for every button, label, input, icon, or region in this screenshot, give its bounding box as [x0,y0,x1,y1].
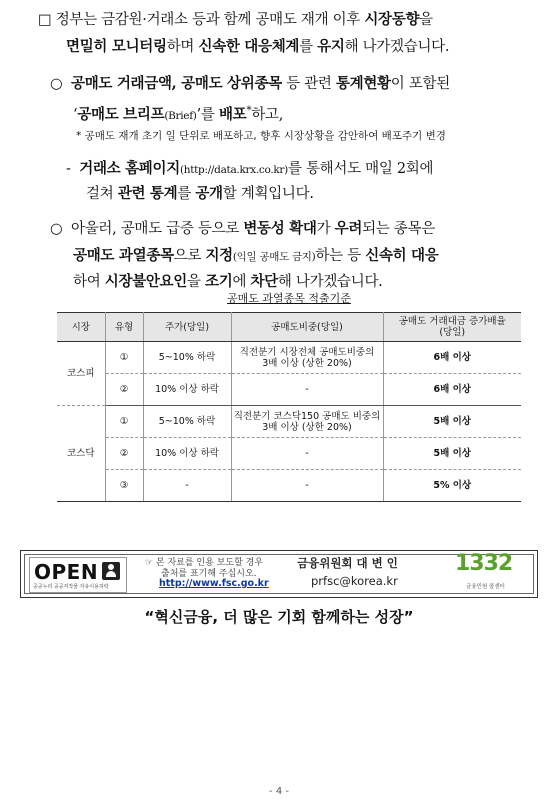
table-row: 코스피 ① 5~10% 하락 직전분기 시장전체 공매도비중의 3배 이상 (상한 20%) 6배 이상 [57,342,521,374]
header-market: 시장 [57,313,105,342]
paragraph-3-line-2: 걸쳐 관련 통계를 공개할 계획입니다. [86,185,314,202]
paragraph-2-line-1: ○ 공매도 거래금액, 공매도 상위종목 등 관련 통계현황이 포함된 [50,75,450,92]
table-title: 공매도 과열종목 적출기준 [227,292,351,305]
market-kospi: 코스피 [57,342,105,406]
open-license-logo: OPEN 공공누리 공공저작물 자유이용허락 [29,557,127,593]
citation-notice: ☞ 본 자료를 인용 보도할 경우 [145,558,264,568]
dash-bullet: - [66,161,71,177]
square-bullet: □ [38,12,52,28]
header-ratio: 공매도비중(당일) [231,313,383,342]
table-header-row [57,313,521,342]
citation-notice-2: 출처를 표기해 주십시오. [161,569,257,579]
slogan: “혁신금융, 더 많은 기회 함께하는 성장” [144,608,414,626]
footnote: * 공매도 재개 초기 일 단위로 배포하고, 향후 시장상황을 감안하여 배포주기 변경 [76,130,446,142]
market-kosdaq: 코스닥 [57,406,105,502]
circle-bullet: ○ [50,76,63,92]
paragraph-3-line-1: - 거래소 홈페이지(http://data.krx.co.kr)를 통해서도 매일 2회에 [66,160,434,177]
table-row: ② 10% 이상 하락 - 5배 이상 [57,438,521,470]
paragraph-4-line-3: 하여 시장불안요인을 조기에 차단해 나가겠습니다. [73,273,383,290]
paragraph-2-line-2: ‘공매도 브리프(Brief)’를 배포*하고, [73,104,284,123]
paragraph-1-line-2: 면밀히 모니터링하며 신속한 대응체계를 유지해 나가겠습니다. [66,38,450,55]
header-type: 유형 [105,313,143,342]
paragraph-1-line-1: □ 정부는 금감원·거래소 등과 함께 공매도 재개 이후 시장동향을 [38,11,433,28]
header-multiplier: 공매도 거래대금 증가배율 (당일) [383,313,521,342]
criteria-table [57,312,521,502]
hotline-logo: 1332 [455,551,513,576]
page-number: - 4 - [269,786,289,797]
spokesperson-title: 금융위원회 대 변 인 [297,556,398,570]
footer-banner [20,550,538,598]
hotline-caption: 금융민원 콜센터 [466,584,505,590]
paragraph-4-line-2: 공매도 과열종목으로 지정(익일 공매도 금지)하는 등 신속히 대응 [73,247,439,264]
person-icon [102,562,120,580]
paragraph-4-line-1: ○ 아울러, 공매도 급증 등으로 변동성 확대가 우려되는 종목은 [50,220,435,237]
circle-bullet: ○ [50,221,63,237]
spokesperson-email[interactable]: prfsc@korea.kr [311,574,398,588]
header-price: 주가(당일) [143,313,231,342]
table-row: ② 10% 이상 하락 - 6배 이상 [57,374,521,406]
fsc-website-link[interactable]: http://www.fsc.go.kr [159,578,269,589]
table-row: 코스닥 ① 5~10% 하락 직전분기 코스닥150 공매도 비중의 3배 이상 (상한 20%) 5배 이상 [57,406,521,438]
table-row: ③ - - 5% 이상 [57,470,521,502]
